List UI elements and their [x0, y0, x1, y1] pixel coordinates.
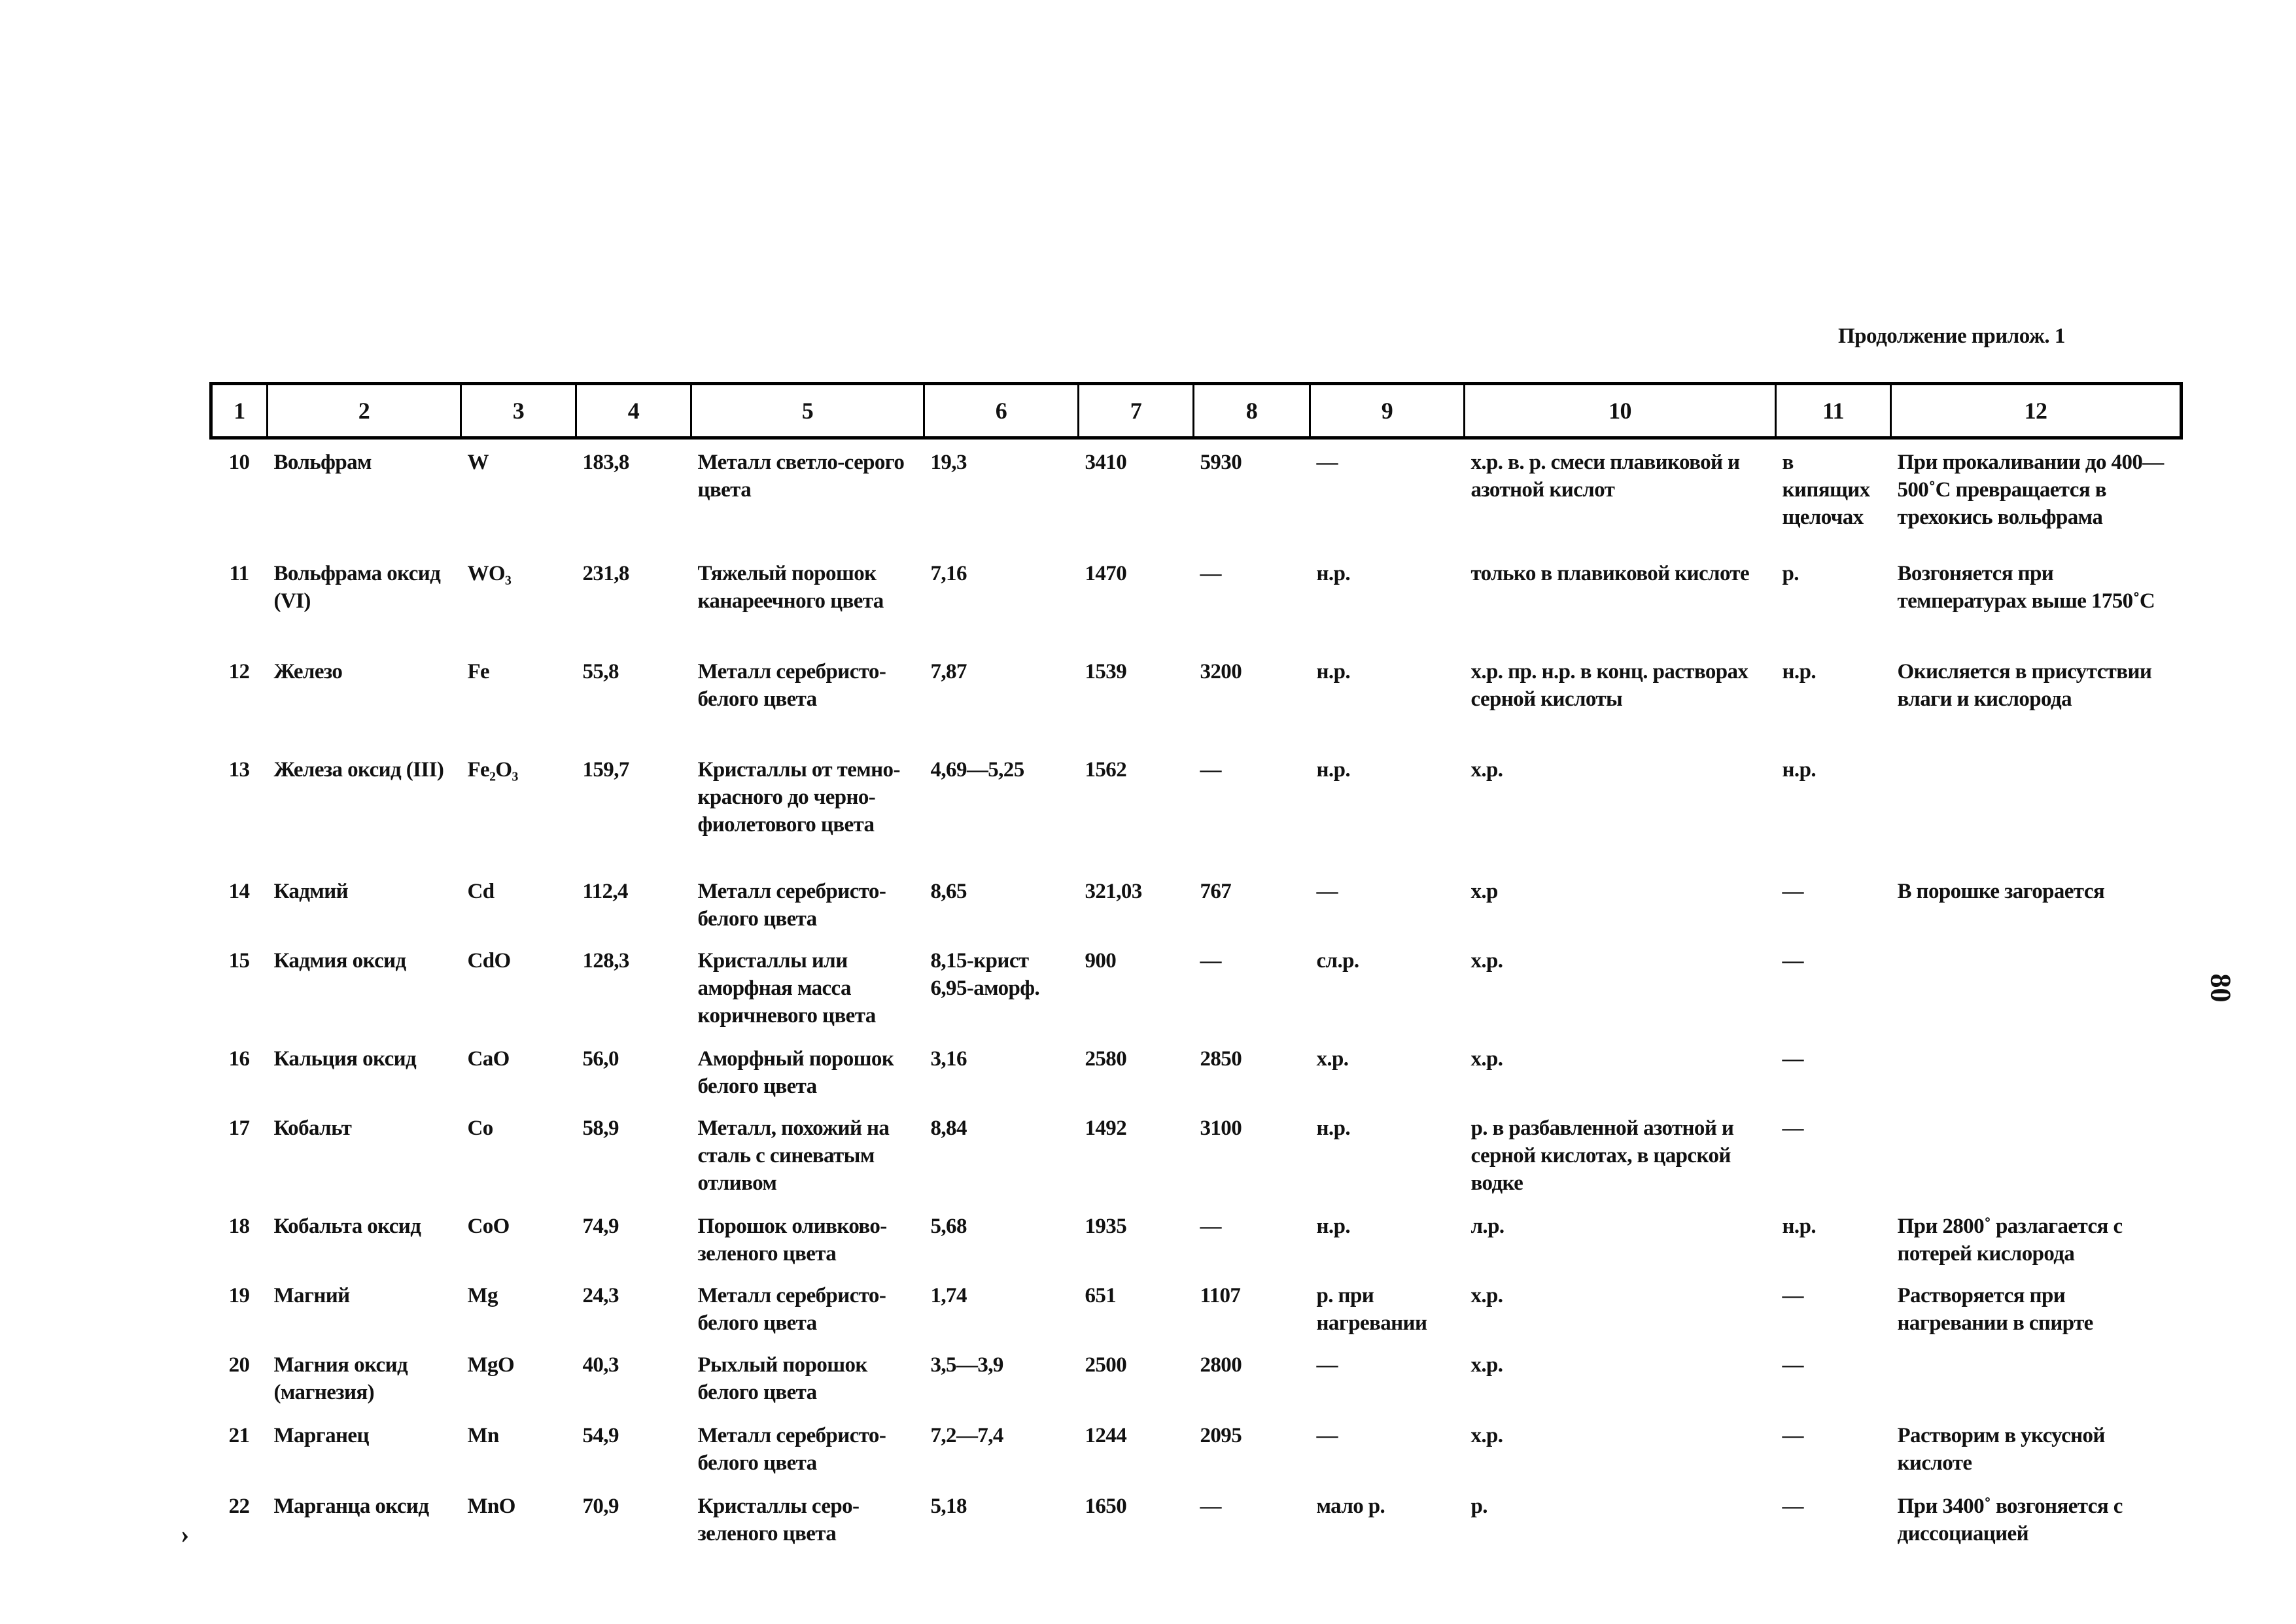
boiling-point-cell: 767 — [1200, 879, 1232, 903]
column-header-4: 4 — [576, 384, 691, 438]
formula-cell: CdO — [467, 948, 511, 973]
remarks-cell: При 2800˚ разлагается с потерей кислорода — [1897, 1214, 2123, 1266]
remarks-cell: Окисляется в присутствии влаги и кислорода — [1897, 659, 2152, 711]
formula-cell: CoO — [467, 1214, 510, 1238]
alkali-solubility-cell: н.р. — [1782, 757, 1816, 782]
remarks-cell: При 3400˚ возгоняется с диссоциацией — [1897, 1494, 2123, 1546]
appearance-cell: Металл серебристо-белого цвета — [697, 879, 886, 931]
molar-mass-cell: 70,9 — [582, 1494, 619, 1518]
row-number-cell: 10 — [228, 451, 250, 474]
table-row — [211, 1114, 2182, 1213]
column-header-1: 1 — [211, 384, 268, 438]
density-cell: 19,3 — [930, 451, 967, 474]
acid-solubility-cell: х.р. — [1470, 1283, 1503, 1307]
melting-point-cell: 900 — [1085, 948, 1117, 973]
molar-mass-cell: 24,3 — [582, 1283, 619, 1307]
density-cell: 3,16 — [930, 1046, 967, 1071]
table-row — [211, 1351, 2182, 1422]
appearance-cell: Кристаллы или аморфная масса коричневого цвета — [697, 948, 876, 1028]
substance-name-cell: Марганец — [273, 1423, 369, 1447]
molar-mass-cell: 128,3 — [582, 948, 629, 973]
acid-solubility-cell: х.р. — [1470, 1353, 1503, 1377]
molar-mass-cell: 112,4 — [582, 879, 628, 903]
acid-solubility-cell: р. — [1470, 1494, 1487, 1518]
acid-solubility-cell: х.р — [1470, 879, 1498, 903]
melting-point-cell: 1562 — [1085, 757, 1127, 782]
water-solubility-cell: н.р. — [1316, 1116, 1350, 1140]
edge-mark: › — [181, 1519, 190, 1549]
column-header-3: 3 — [461, 384, 576, 438]
appearance-cell: Металл серебристо-белого цвета — [697, 1423, 886, 1475]
water-solubility-cell: н.р. — [1316, 561, 1350, 585]
boiling-point-cell: — — [1200, 948, 1221, 973]
acid-solubility-cell: х.р. — [1470, 757, 1503, 782]
substance-name-cell: Кобальта оксид — [273, 1214, 421, 1238]
alkali-solubility-cell: — — [1782, 948, 1803, 973]
substance-name-cell: Магния оксид (магнезия) — [273, 1353, 408, 1404]
substance-name-cell: Кадмий — [273, 879, 349, 903]
boiling-point-cell: — — [1200, 1214, 1221, 1238]
page-number: 80 — [2204, 973, 2237, 1003]
row-number-cell: 17 — [228, 1116, 250, 1140]
boiling-point-cell: 2850 — [1200, 1046, 1242, 1071]
alkali-solubility-cell: — — [1782, 1353, 1803, 1377]
melting-point-cell: 1470 — [1085, 561, 1127, 585]
appearance-cell: Аморфный порошок белого цвета — [697, 1046, 894, 1098]
water-solubility-cell: — — [1316, 451, 1338, 474]
density-cell: 7,87 — [930, 659, 967, 683]
formula-cell: MgO — [467, 1353, 515, 1377]
formula-cell: Fe₂O₃ — [467, 757, 518, 782]
row-number-cell: 11 — [229, 561, 249, 585]
substance-name-cell: Кобальт — [273, 1116, 352, 1140]
water-solubility-cell: мало р. — [1316, 1494, 1385, 1518]
formula-cell: W — [467, 451, 489, 474]
appearance-cell: Металл серебристо-белого цвета — [697, 1283, 886, 1335]
boiling-point-cell: — — [1200, 561, 1221, 585]
water-solubility-cell: — — [1316, 1353, 1338, 1377]
table-row — [211, 438, 2182, 560]
boiling-point-cell: — — [1200, 1494, 1221, 1518]
alkali-solubility-cell: — — [1782, 1494, 1803, 1518]
table-body — [211, 438, 2182, 1571]
table-row — [211, 1282, 2182, 1351]
substance-name-cell: Магний — [273, 1283, 350, 1307]
density-cell: 3,5—3,9 — [930, 1353, 1003, 1377]
remarks-cell: Возгоняется при температурах выше 1750˚С — [1897, 561, 2155, 613]
acid-solubility-cell: х.р. пр. н.р. в конц. растворах серной кислоты — [1470, 659, 1748, 711]
alkali-solubility-cell: — — [1782, 1423, 1803, 1447]
melting-point-cell: 2500 — [1085, 1353, 1127, 1377]
appearance-cell: Рыхлый порошок белого цвета — [697, 1353, 867, 1404]
substance-name-cell: Железо — [273, 659, 343, 683]
remarks-cell — [1891, 1114, 2182, 1213]
acid-solubility-cell: х.р. в. р. смеси плавиковой и азотной кислот — [1470, 451, 1740, 502]
density-cell: 8,15-крист 6,95-аморф. — [930, 948, 1040, 1000]
water-solubility-cell: сл.р. — [1316, 948, 1359, 973]
remarks-cell: В порошке загорается — [1897, 879, 2105, 903]
molar-mass-cell: 231,8 — [582, 561, 629, 585]
density-cell: 7,2—7,4 — [930, 1423, 1003, 1447]
remarks-cell — [1891, 1045, 2182, 1114]
column-header-5: 5 — [691, 384, 924, 438]
table-row — [211, 658, 2182, 756]
substance-name-cell: Марганца оксид — [273, 1494, 429, 1518]
melting-point-cell: 2580 — [1085, 1046, 1127, 1071]
alkali-solubility-cell: н.р. — [1782, 1214, 1816, 1238]
remarks-cell: Растворяется при нагревании в спирте — [1897, 1283, 2093, 1335]
density-cell: 5,68 — [930, 1214, 967, 1238]
table-row — [211, 1045, 2182, 1114]
remarks-cell — [1891, 1351, 2182, 1422]
boiling-point-cell: 2095 — [1200, 1423, 1242, 1447]
appearance-cell: Металл светло-серого цвета — [697, 451, 905, 502]
substances-table — [209, 382, 2183, 1571]
column-header-7: 7 — [1079, 384, 1194, 438]
formula-cell: Cd — [467, 879, 495, 903]
substance-name-cell: Железа оксид (III) — [273, 757, 444, 782]
water-solubility-cell: н.р. — [1316, 1214, 1350, 1238]
substance-name-cell: Вольфрам — [273, 451, 372, 474]
acid-solubility-cell: только в плавиковой кислоте — [1470, 561, 1750, 585]
boiling-point-cell: 3200 — [1200, 659, 1242, 683]
acid-solubility-cell: р. в разбавленной азотной и серной кислотах, в царской водке — [1470, 1116, 1734, 1195]
boiling-point-cell: 5930 — [1200, 451, 1242, 474]
remarks-cell — [1891, 756, 2182, 878]
density-cell: 8,84 — [930, 1116, 967, 1140]
acid-solubility-cell: х.р. — [1470, 1423, 1503, 1447]
formula-cell: Mn — [467, 1423, 499, 1447]
header-row — [211, 384, 2182, 438]
remarks-cell: Растворим в уксусной кислоте — [1897, 1423, 2105, 1475]
acid-solubility-cell: х.р. — [1470, 948, 1503, 973]
column-header-9: 9 — [1310, 384, 1465, 438]
alkali-solubility-cell: — — [1782, 1116, 1803, 1140]
melting-point-cell: 1244 — [1085, 1423, 1127, 1447]
table-header — [211, 384, 2182, 438]
melting-point-cell: 1539 — [1085, 659, 1127, 683]
melting-point-cell: 321,03 — [1085, 879, 1142, 903]
table-row — [211, 1493, 2182, 1571]
appearance-cell: Порошок оливково-зеленого цвета — [697, 1214, 887, 1266]
formula-cell: Co — [467, 1116, 493, 1140]
formula-cell: Mg — [467, 1283, 498, 1307]
alkali-solubility-cell: — — [1782, 879, 1803, 903]
alkali-solubility-cell: р. — [1782, 561, 1799, 585]
water-solubility-cell: н.р. — [1316, 659, 1350, 683]
molar-mass-cell: 74,9 — [582, 1214, 619, 1238]
water-solubility-cell: — — [1316, 1423, 1338, 1447]
row-number-cell: 12 — [228, 659, 250, 683]
appearance-cell: Кристаллы от темно-красного до черно-фиолетового цвета — [697, 757, 900, 837]
boiling-point-cell: — — [1200, 757, 1221, 782]
formula-cell: Fe — [467, 659, 490, 683]
water-solubility-cell: х.р. — [1316, 1046, 1349, 1071]
table-caption: Продолжение прилож. 1 — [1838, 324, 2065, 348]
row-number-cell: 15 — [228, 948, 250, 973]
formula-cell: WO₃ — [467, 561, 512, 585]
molar-mass-cell: 54,9 — [582, 1423, 619, 1447]
substance-name-cell: Вольфрама оксид (VI) — [273, 561, 441, 613]
density-cell: 4,69—5,25 — [930, 757, 1024, 782]
water-solubility-cell: н.р. — [1316, 757, 1350, 782]
appearance-cell: Тяжелый порошок канареечного цвета — [697, 561, 884, 613]
molar-mass-cell: 58,9 — [582, 1116, 619, 1140]
table-row — [211, 947, 2182, 1045]
melting-point-cell: 1492 — [1085, 1116, 1127, 1140]
density-cell: 7,16 — [930, 561, 967, 585]
melting-point-cell: 1650 — [1085, 1494, 1127, 1518]
row-number-cell: 20 — [228, 1353, 250, 1377]
boiling-point-cell: 3100 — [1200, 1116, 1242, 1140]
alkali-solubility-cell: — — [1782, 1283, 1803, 1307]
water-solubility-cell: — — [1316, 879, 1338, 903]
column-header-12: 12 — [1891, 384, 2182, 438]
density-cell: 8,65 — [930, 879, 967, 903]
row-number-cell: 14 — [228, 879, 250, 903]
remarks-cell — [1891, 947, 2182, 1045]
density-cell: 5,18 — [930, 1494, 967, 1518]
water-solubility-cell: р. при нагревании — [1316, 1283, 1427, 1335]
row-number-cell: 16 — [228, 1046, 250, 1071]
melting-point-cell: 651 — [1085, 1283, 1117, 1307]
molar-mass-cell: 55,8 — [582, 659, 619, 683]
acid-solubility-cell: х.р. — [1470, 1046, 1503, 1071]
row-number-cell: 19 — [228, 1283, 250, 1307]
boiling-point-cell: 2800 — [1200, 1353, 1242, 1377]
column-header-6: 6 — [924, 384, 1079, 438]
row-number-cell: 18 — [228, 1214, 250, 1238]
table-row — [211, 878, 2182, 947]
boiling-point-cell: 1107 — [1200, 1283, 1241, 1307]
table-row — [211, 560, 2182, 658]
alkali-solubility-cell: в кипящих щелочах — [1782, 451, 1870, 529]
melting-point-cell: 1935 — [1085, 1214, 1127, 1238]
appearance-cell: Кристаллы серо-зеленого цвета — [697, 1494, 860, 1546]
molar-mass-cell: 40,3 — [582, 1353, 619, 1377]
column-header-8: 8 — [1194, 384, 1310, 438]
acid-solubility-cell: л.р. — [1470, 1214, 1505, 1238]
column-header-10: 10 — [1465, 384, 1776, 438]
remarks-cell: При прокаливании до 400—500˚С превращается в трехокись вольфрама — [1897, 451, 2164, 529]
row-number-cell: 22 — [228, 1494, 250, 1518]
substance-name-cell: Кальция оксид — [273, 1046, 417, 1071]
appearance-cell: Металл, похожий на сталь с синеватым отливом — [697, 1116, 890, 1195]
table-row — [211, 1422, 2182, 1493]
column-header-2: 2 — [268, 384, 461, 438]
row-number-cell: 21 — [228, 1423, 250, 1447]
molar-mass-cell: 159,7 — [582, 757, 629, 782]
formula-cell: MnO — [467, 1494, 515, 1518]
alkali-solubility-cell: — — [1782, 1046, 1803, 1071]
formula-cell: CaO — [467, 1046, 510, 1071]
appearance-cell: Металл серебристо-белого цвета — [697, 659, 886, 711]
melting-point-cell: 3410 — [1085, 451, 1127, 474]
table-row — [211, 756, 2182, 878]
table-row — [211, 1213, 2182, 1282]
row-number-cell: 13 — [228, 757, 250, 782]
molar-mass-cell: 183,8 — [582, 451, 629, 474]
column-header-11: 11 — [1776, 384, 1891, 438]
substance-name-cell: Кадмия оксид — [273, 948, 406, 973]
alkali-solubility-cell: н.р. — [1782, 659, 1816, 683]
molar-mass-cell: 56,0 — [582, 1046, 619, 1071]
density-cell: 1,74 — [930, 1283, 967, 1307]
